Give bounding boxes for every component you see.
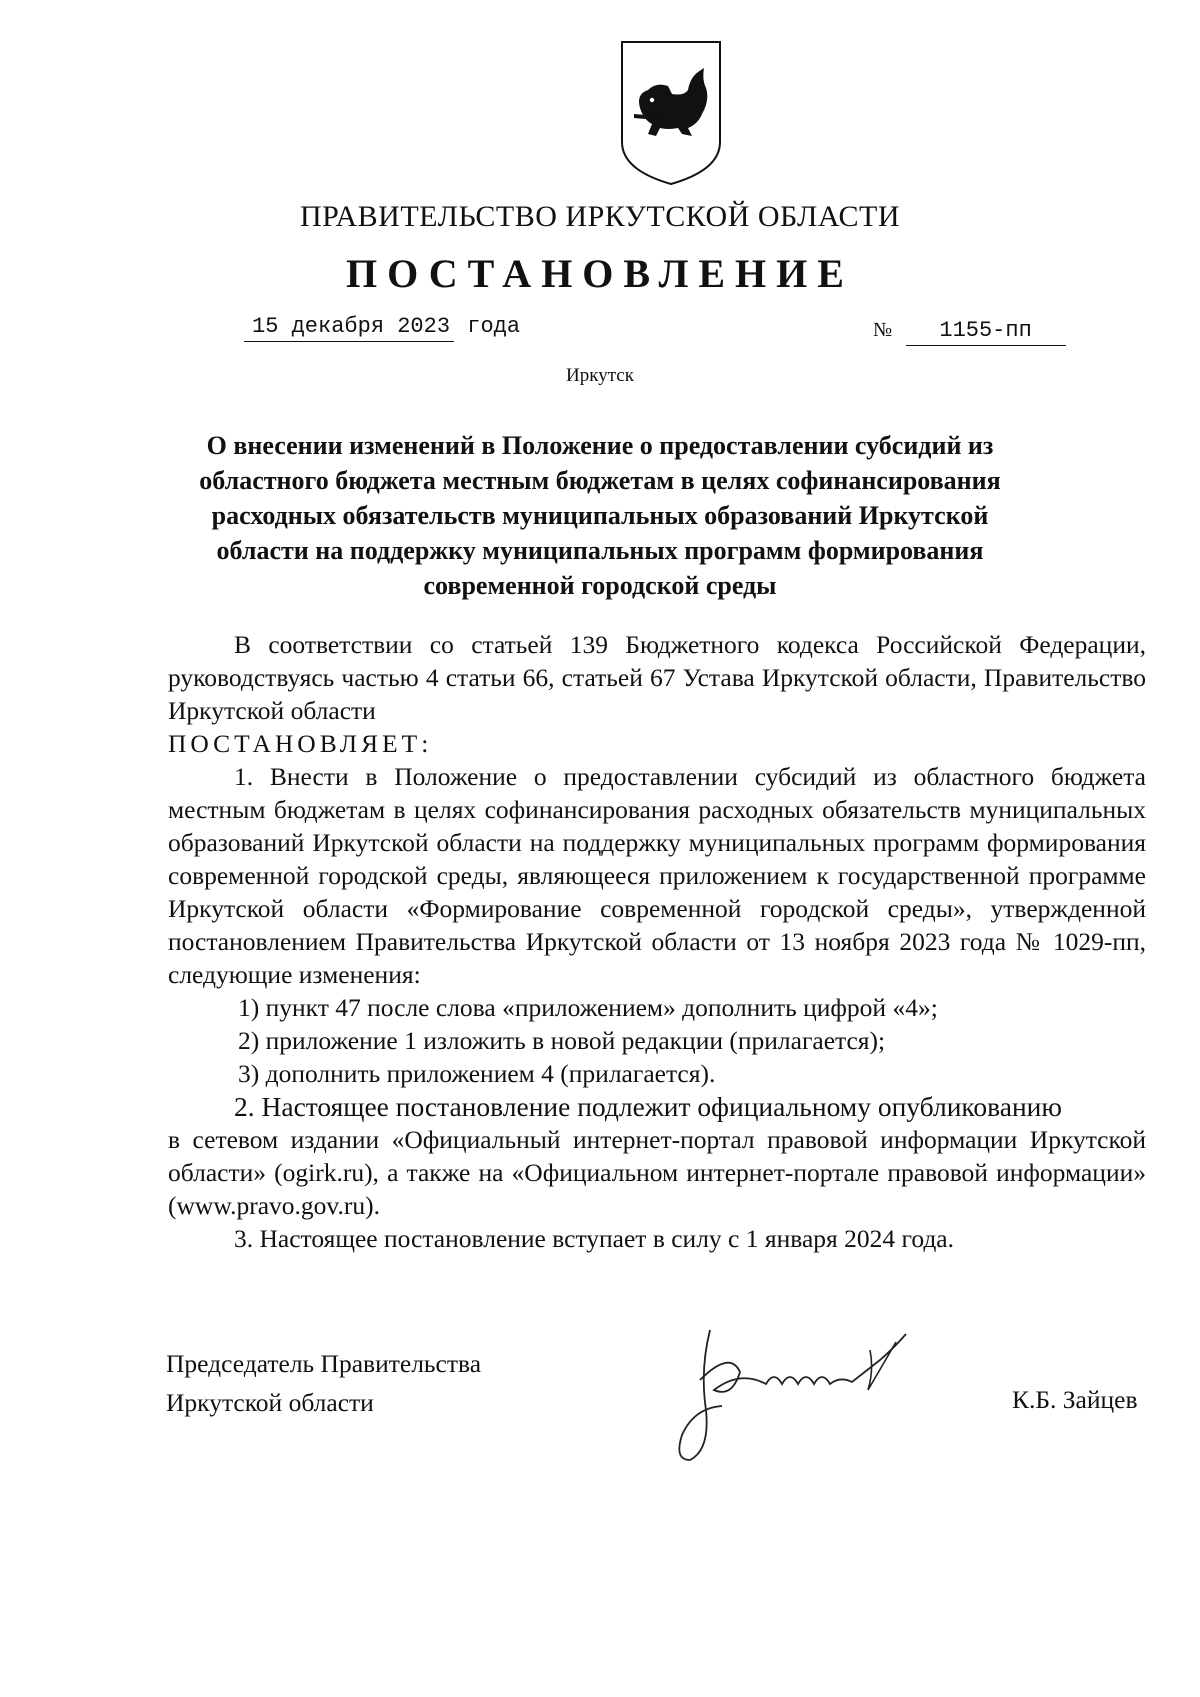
subpoint-3: 3) дополнить приложением 4 (прилагается).: [238, 1059, 716, 1088]
number-value: 1155-пп: [906, 318, 1066, 346]
document-body: [168, 628, 1146, 1255]
point-2-lead: 2. Настоящее постановление подлежит официальному опубликованию: [234, 1091, 1062, 1122]
point-3: 3. Настоящее постановление вступает в силу с 1 января 2024 года.: [234, 1224, 955, 1253]
document-number: [873, 316, 1066, 346]
point-2-rest: в сетевом издании «Официальный интернет-портал правовой информации Иркутской области» (ogirk.ru), а также на «Официальном интернет-портале правовой информации» (www.pravo.gov.ru).: [168, 1125, 1146, 1220]
date-value: 15 декабря 2023: [244, 314, 454, 342]
document-date: [244, 314, 520, 342]
preamble: В соответствии со статьей 139 Бюджетного кодекса Российской Федерации, руководствуясь частью 4 статьи 66, статьей 67 Устава Иркутской области, Правительство Иркутской области: [168, 630, 1146, 725]
coat-of-arms-icon: [618, 38, 724, 188]
point-1: 1. Внести в Положение о предоставлении субсидий из областного бюджета местным бюджетам в целях софинансирования расходных обязательств муниципальных образований Иркутской области на поддержку муниципальных программ формирования современной городской среды, являющееся приложением к государственной программе Иркутской области «Формирование современной городской среды», утвержденной постановлением Правительства Иркутской области от 13 ноября 2023 года № 1029-пп, следующие изменения:: [168, 762, 1146, 989]
document-type: ПОСТАНОВЛЕНИЕ: [346, 251, 854, 296]
signatory-role: [166, 1344, 481, 1422]
resolves-heading: ПОСТАНОВЛЯЕТ:: [168, 729, 433, 758]
city: Иркутск: [566, 365, 634, 386]
role-line-2: Иркутской области: [166, 1388, 374, 1417]
subpoint-2: 2) приложение 1 изложить в новой редакции (прилагается);: [238, 1026, 886, 1055]
subpoint-1: 1) пункт 47 после слова «приложением» дополнить цифрой «4»;: [238, 993, 938, 1022]
date-suffix: года: [467, 314, 521, 339]
signatory-name: К.Б. Зайцев: [1012, 1385, 1138, 1414]
number-sign: №: [873, 319, 893, 341]
document-title: О внесении изменений в Положение о предоставлении субсидий из областного бюджета местным бюджетам в целях софинансирования расходных обязательств муниципальных образований Иркутской области на поддержку муниципальных программ формирования современной городской среды: [199, 431, 1001, 600]
signature-icon: [670, 1310, 940, 1480]
role-line-1: Председатель Правительства: [166, 1349, 482, 1378]
organization-name: ПРАВИТЕЛЬСТВО ИРКУТСКОЙ ОБЛАСТИ: [299, 200, 901, 233]
